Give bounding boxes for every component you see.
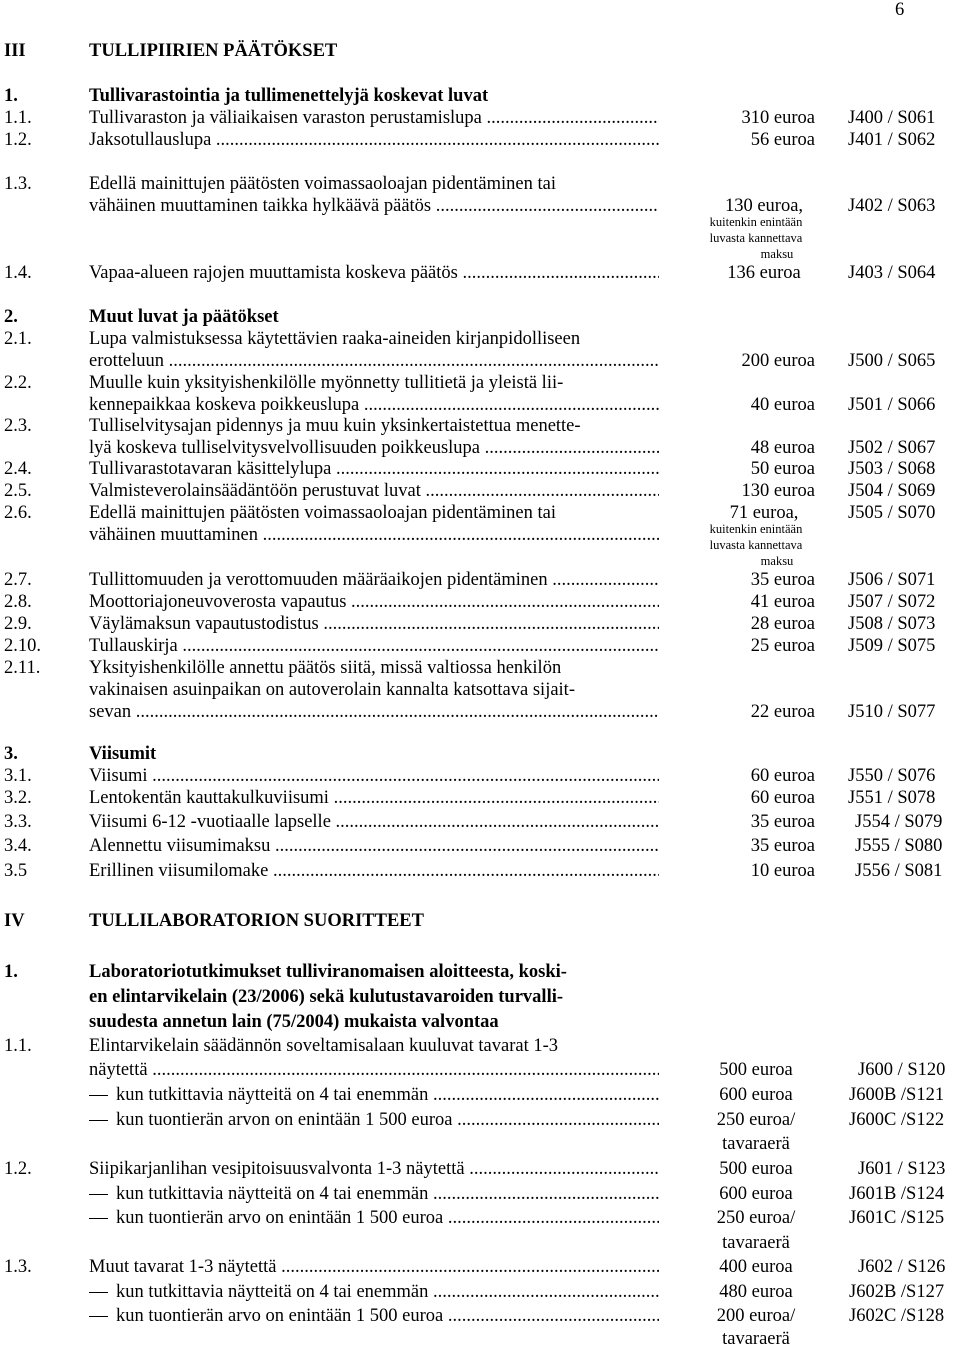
subsection-title: Tullivarastointia ja tullimenettelyjä koskevat luvat <box>89 86 489 106</box>
subsection-number: 1. <box>4 86 18 106</box>
code: J550 / S076 <box>848 766 936 786</box>
item-number: 2.8. <box>4 592 32 612</box>
item-text: Elintarvikelain säädännön soveltamisalaan kuuluvat tavarat 1-3 <box>89 1036 559 1056</box>
code: J602C /S128 <box>849 1306 945 1326</box>
item-text: Moottoriajoneuvoverosta vapautus ..... <box>89 591 659 613</box>
code: J510 / S077 <box>848 702 936 722</box>
item-text: vähäinen muuttaminen ..... <box>89 524 659 546</box>
code: J555 / S080 <box>855 836 943 856</box>
code: J400 / S061 <box>848 108 936 128</box>
item-text: lyä koskeva tulliselvitysvelvollisuuden poikkeuslupa ..... <box>89 437 659 459</box>
item-text: Muulle kuin yksityishenkilölle myönnetty tullitietä ja yleistä lii- <box>89 373 564 393</box>
dash-icon <box>89 1218 108 1219</box>
fee: 71 euroa, <box>729 503 799 523</box>
fee-note: maksu <box>760 554 794 568</box>
code: J551 / S078 <box>848 788 936 808</box>
item-number: 2.5. <box>4 481 32 501</box>
item-text: Tullittomuuden ja verottomuuden määräaikojen pidentäminen ..... <box>89 569 659 591</box>
item-text: Yksityishenkilölle annettu päätös siitä, missä valtiossa henkilön <box>89 658 562 678</box>
fee: 35 euroa <box>750 570 815 590</box>
code: J401 / S062 <box>848 130 936 150</box>
code: J600 / S120 <box>858 1060 946 1080</box>
fee: 60 euroa <box>750 788 815 808</box>
dash-icon <box>89 1095 108 1096</box>
code: J601B /S124 <box>849 1184 945 1204</box>
item-number: 2.6. <box>4 503 32 523</box>
fee-unit: tavaraerä <box>722 1134 790 1154</box>
code: J403 / S064 <box>848 263 936 283</box>
item-number: 1.3. <box>4 1257 32 1277</box>
item-text: Vapaa-alueen rajojen muuttamista koskeva päätös ..... <box>89 262 659 284</box>
fee-note: maksu <box>760 247 794 261</box>
item-text: Erillinen viisumilomake ..... <box>89 860 659 882</box>
fee-note: luvasta kannettava <box>709 231 803 245</box>
code: J508 / S073 <box>848 614 936 634</box>
item-text: Tullivarastotavaran käsittelylupa ..... <box>89 458 659 480</box>
subsection-number: 1. <box>4 962 18 982</box>
subsection-title: en elintarvikelain (23/2006) sekä kulutustavaroiden turvalli- <box>89 987 564 1007</box>
fee-unit: tavaraerä <box>722 1233 790 1253</box>
code: J500 / S065 <box>848 351 936 371</box>
fee-note: kuitenkin enintään <box>709 522 803 536</box>
item-number: 2.3. <box>4 416 32 436</box>
fee: 10 euroa <box>750 861 815 881</box>
fee: 48 euroa <box>750 438 815 458</box>
fee: 600 euroa <box>719 1085 793 1105</box>
fee-note: kuitenkin enintään <box>709 215 803 229</box>
fee: 130 euroa, <box>724 196 804 216</box>
fee: 250 euroa/ <box>716 1110 796 1130</box>
item-text: Väylämaksun vapautustodistus ..... <box>89 613 659 635</box>
item-number: 1.1. <box>4 108 32 128</box>
code: J507 / S072 <box>848 592 936 612</box>
code: J600B /S121 <box>849 1085 945 1105</box>
code: J602 / S126 <box>858 1257 946 1277</box>
code: J402 / S063 <box>848 196 936 216</box>
item-text: Edellä mainittujen päätösten voimassaoloajan pidentäminen tai <box>89 503 556 523</box>
item-text: Viisumi ..... <box>89 765 659 787</box>
code: J504 / S069 <box>848 481 936 501</box>
fee: 60 euroa <box>750 766 815 786</box>
item-number: 3.1. <box>4 766 32 786</box>
fee: 40 euroa <box>750 395 815 415</box>
item-number: 1.2. <box>4 1159 32 1179</box>
item-text: näytettä ..... <box>89 1059 659 1081</box>
item-text: Tullivaraston ja väliaikaisen varaston perustamislupa ..... <box>89 107 659 129</box>
fee: 250 euroa/ <box>716 1208 796 1228</box>
fee: 56 euroa <box>750 130 815 150</box>
item-number: 3.4. <box>4 836 32 856</box>
item-text: Edellä mainittujen päätösten voimassaoloajan pidentäminen tai <box>89 174 556 194</box>
fee: 200 euroa/ <box>716 1306 796 1326</box>
code: J505 / S070 <box>848 503 936 523</box>
code: J554 / S079 <box>855 812 943 832</box>
code: J601 / S123 <box>858 1159 946 1179</box>
item-number: 1.2. <box>4 130 32 150</box>
item-number: 2.9. <box>4 614 32 634</box>
item-text: kun tutkittavia näytteitä on 4 tai enemmän ..... <box>89 1281 659 1303</box>
subsection-title: Muut luvat ja päätökset <box>89 307 279 327</box>
fee: 500 euroa <box>719 1060 793 1080</box>
subsection-title: Laboratoriotutkimukset tulliviranomaisen aloitteesta, koski- <box>89 962 567 982</box>
fee: 50 euroa <box>750 459 815 479</box>
item-number: 2.10. <box>4 636 41 656</box>
item-text: kun tuontierän arvo on enintään 1 500 euroa ..... <box>89 1207 659 1229</box>
item-number: 2.1. <box>4 329 32 349</box>
item-text: Tullauskirja ..... <box>89 635 659 657</box>
code: J602B /S127 <box>849 1282 945 1302</box>
item-text: Viisumi 6-12 -vuotiaalle lapselle ..... <box>89 811 659 833</box>
subsection-title: suudesta annetun lain (75/2004) mukaista valvontaa <box>89 1012 499 1032</box>
code: J600C /S122 <box>849 1110 945 1130</box>
item-text: kennepaikkaa koskeva poikkeuslupa ..... <box>89 394 659 416</box>
item-number: 1.1. <box>4 1036 32 1056</box>
item-number: 1.3. <box>4 174 32 194</box>
item-number: 2.7. <box>4 570 32 590</box>
item-text: kun tuontierän arvo on enintään 1 500 euroa ..... <box>89 1305 659 1327</box>
item-text: vakinaisen asuinpaikan on autoverolain kannalta katsottava sijait- <box>89 680 575 700</box>
dash-icon <box>89 1194 108 1195</box>
fee: 600 euroa <box>719 1184 793 1204</box>
fee-unit: tavaraerä <box>722 1329 790 1349</box>
item-text: Siipikarjanlihan vesipitoisuusvalvonta 1-3 näytettä ..... <box>89 1158 659 1180</box>
item-number: 3.3. <box>4 812 32 832</box>
item-text: Valmisteverolainsäädäntöön perustuvat luvat ..... <box>89 480 659 502</box>
fee: 41 euroa <box>750 592 815 612</box>
item-number: 2.11. <box>4 658 41 678</box>
fee: 480 euroa <box>719 1282 793 1302</box>
item-text: Muut tavarat 1-3 näytettä ..... <box>89 1256 659 1278</box>
fee-note: luvasta kannettava <box>709 538 803 552</box>
item-text: sevan ..... <box>89 701 659 723</box>
item-text: Tulliselvitysajan pidennys ja muu kuin yksinkertaistettua menette- <box>89 416 581 436</box>
fee: 130 euroa <box>741 481 815 501</box>
fee: 22 euroa <box>750 702 815 722</box>
dash-icon <box>89 1316 108 1317</box>
page-number: 6 <box>895 0 905 20</box>
item-number: 3.2. <box>4 788 32 808</box>
item-number: 2.4. <box>4 459 32 479</box>
section-roman: IV <box>4 911 25 931</box>
code: J503 / S068 <box>848 459 936 479</box>
item-text: vähäinen muuttaminen taikka hylkäävä päätös ..... <box>89 195 659 217</box>
subsection-title: Viisumit <box>89 744 157 764</box>
section-title: TULLILABORATORION SUORITTEET <box>89 911 424 931</box>
fee: 35 euroa <box>750 812 815 832</box>
fee: 25 euroa <box>750 636 815 656</box>
section-title: TULLIPIIRIEN PÄÄTÖKSET <box>89 41 338 61</box>
code: J601C /S125 <box>849 1208 945 1228</box>
fee: 35 euroa <box>750 836 815 856</box>
item-text: Lupa valmistuksessa käytettävien raaka-aineiden kirjanpidolliseen <box>89 329 581 349</box>
item-text: kun tutkittavia näytteitä on 4 tai enemmän ..... <box>89 1084 659 1106</box>
item-text: erotteluun ..... <box>89 350 659 372</box>
code: J501 / S066 <box>848 395 936 415</box>
dash-icon <box>89 1292 108 1293</box>
fee: 310 euroa <box>741 108 815 128</box>
section-roman: III <box>4 41 26 61</box>
item-number: 1.4. <box>4 263 32 283</box>
fee: 28 euroa <box>750 614 815 634</box>
code: J502 / S067 <box>848 438 936 458</box>
subsection-number: 3. <box>4 744 18 764</box>
code: J509 / S075 <box>848 636 936 656</box>
item-text: kun tuontierän arvon on enintään 1 500 euroa ..... <box>89 1109 659 1131</box>
item-number: 3.5 <box>4 861 28 881</box>
code: J556 / S081 <box>855 861 943 881</box>
subsection-number: 2. <box>4 307 18 327</box>
item-number: 2.2. <box>4 373 32 393</box>
fee: 400 euroa <box>719 1257 793 1277</box>
fee: 136 euroa <box>727 263 801 283</box>
item-text: Jaksotullauslupa ..... <box>89 129 659 151</box>
code: J506 / S071 <box>848 570 936 590</box>
fee: 200 euroa <box>741 351 815 371</box>
item-text: kun tutkittavia näytteitä on 4 tai enemmän ..... <box>89 1183 659 1205</box>
item-text: Alennettu viisumimaksu ..... <box>89 835 659 857</box>
fee: 500 euroa <box>719 1159 793 1179</box>
item-text: Lentokentän kauttakulkuviisumi ..... <box>89 787 659 809</box>
dash-icon <box>89 1120 108 1121</box>
